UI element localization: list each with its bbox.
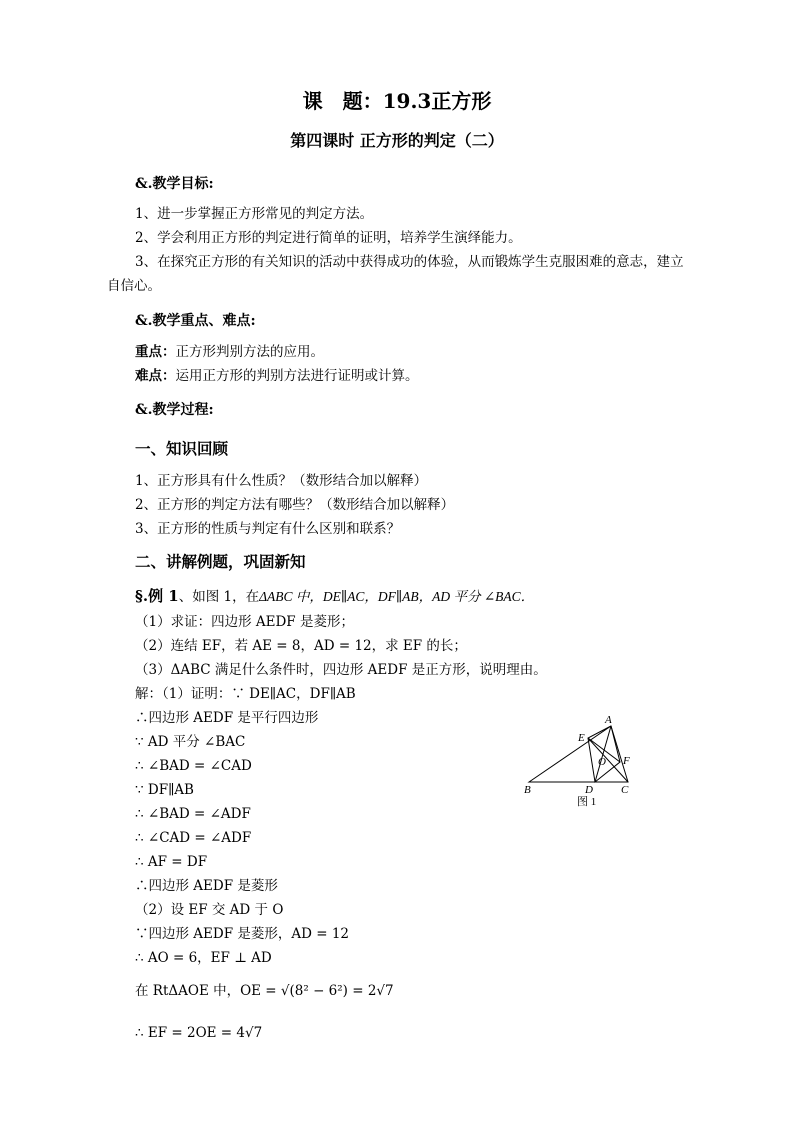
solution-line: ∴ AO = 6，EF ⊥ AD	[135, 950, 272, 966]
review-item: 1、正方形具有什么性质？（数形结合加以解释）	[135, 473, 428, 489]
key-point-line	[135, 343, 324, 361]
solution-line: ∵四边形 AEDF 是菱形，AD = 12	[135, 926, 350, 942]
key-point-label: 重点：	[135, 344, 176, 360]
goal-item: 2、学会利用正方形的判定进行简单的证明，培养学生演绎能力。	[135, 230, 522, 246]
goal-item-continued: 自信心。	[107, 278, 161, 294]
solution-line: （2）设 EF 交 AD 于 O	[135, 902, 284, 918]
question-3: （3）ΔABC 满足什么条件时，四边形 AEDF 是正方形，说明理由。	[135, 662, 547, 678]
review-item: 2、正方形的判定方法有哪些？（数形结合加以解释）	[135, 497, 455, 513]
difficulty-label: 难点：	[135, 368, 176, 384]
goal-item: 3、在探究正方形的有关知识的活动中获得成功的体验，从而锻炼学生克服困难的意志，建立	[135, 254, 684, 270]
review-item: 3、正方形的性质与判定有什么区别和联系？	[135, 521, 401, 537]
figure-caption: 图 1	[577, 796, 597, 808]
solution-line: ∴ ∠BAD = ∠ADF	[135, 806, 251, 822]
key-points-header: &.教学重点、难点:	[135, 313, 256, 329]
geometry-figure	[520, 712, 640, 812]
solution-line: ∴四边形 AEDF 是菱形	[135, 878, 278, 894]
label-d: D	[585, 784, 593, 796]
difficulty-line	[135, 367, 419, 385]
label-b: B	[524, 784, 531, 796]
examples-header: 二、讲解例题，巩固新知	[135, 552, 306, 571]
solution-line: ∴ EF = 2OE = 4√7	[135, 1025, 263, 1041]
solution-line: ∴ ∠CAD = ∠ADF	[135, 830, 252, 846]
example-intro-math: ΔABC 中，DE∥AC，DF∥AB，AD 平分 ∠BAC．	[259, 589, 535, 604]
label-f: F	[623, 755, 630, 767]
label-e: E	[578, 732, 585, 744]
process-header: &.教学过程:	[135, 402, 214, 418]
page-subtitle: 第四课时 正方形的判定（二）	[290, 131, 504, 150]
example-intro	[135, 587, 534, 606]
difficulty-text: 运用正方形的判别方法进行证明或计算。	[175, 368, 419, 384]
solution-line: ∵ AD 平分 ∠BAC	[135, 734, 246, 750]
solution-line: ∵ DF∥AB	[135, 782, 194, 798]
goals-header: &.教学目标:	[135, 176, 214, 192]
label-a: A	[605, 714, 612, 726]
question-1: （1）求证：四边形 AEDF 是菱形；	[135, 614, 354, 630]
solution-line: 解：（1）证明：∵ DE∥AC，DF∥AB	[135, 686, 356, 702]
solution-line: ∴ AF = DF	[135, 854, 208, 870]
label-c: C	[621, 784, 629, 796]
page-title: 课 题：19.3正方形	[302, 89, 492, 113]
review-header: 一、知识回顾	[135, 439, 229, 458]
goal-item: 1、进一步掌握正方形常见的判定方法。	[135, 206, 374, 222]
example-label: §.例 1	[135, 587, 179, 605]
solution-line: ∴四边形 AEDF 是平行四边形	[135, 710, 319, 726]
label-o: O	[598, 756, 606, 768]
key-point-text: 正方形判别方法的应用。	[175, 344, 324, 360]
solution-line: ∴ ∠BAD = ∠CAD	[135, 758, 252, 774]
question-2: （2）连结 EF，若 AE = 8，AD = 12，求 EF 的长；	[135, 638, 467, 654]
rhombus-aedf	[588, 726, 620, 782]
example-intro-text: 、如图 1，在	[178, 589, 260, 605]
solution-line: 在 RtΔAOE 中，OE = √(8² − 6²) = 2√7	[135, 983, 394, 999]
